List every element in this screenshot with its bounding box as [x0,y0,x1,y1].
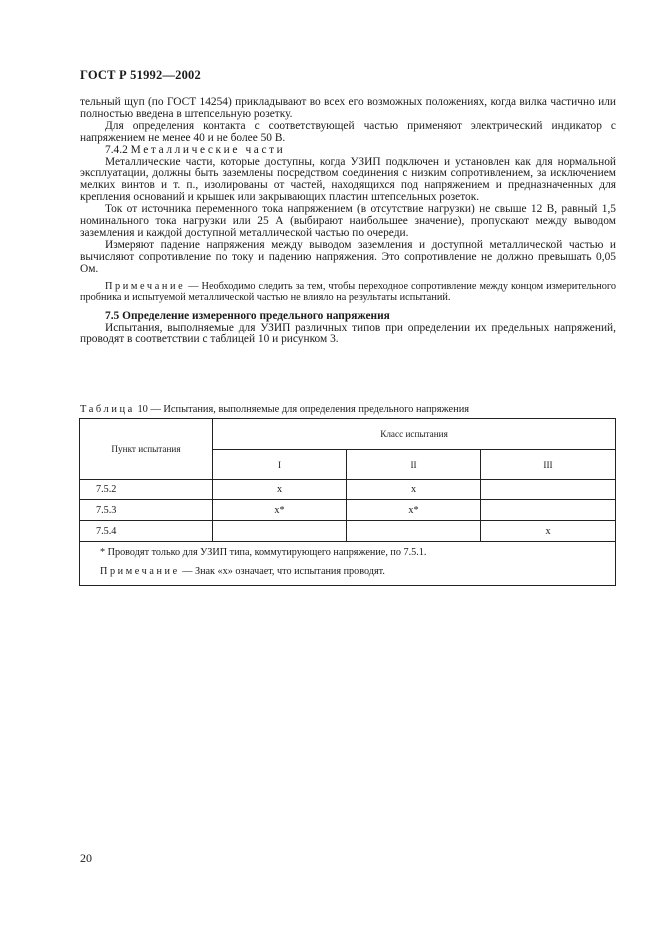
header-test-item: Пункт испытания [80,419,213,480]
table-note-text: — Знак «х» означает, что испытания проводят. [179,566,385,577]
paragraph-probe: тельный щуп (по ГОСТ 14254) прикладывают во всех его возможных положениях, когда вилка частично или полностью введена в штепсельную розетку. [80,96,616,120]
body-text [80,97,616,346]
row-class-1: x [213,480,347,500]
table-note-label: Примечание [100,566,180,577]
paragraph-voltage-drop: Измеряют падение напряжения между выводом заземления и доступной металлической частью и вычисляют сопротивление по току и падению напряжения. Это сопротивление не должно превышать 0,05 Ом. [80,238,616,275]
table-row [80,500,616,521]
test-table [79,418,616,586]
section-number: 7.4.2 [105,143,128,156]
row-class-1 [213,521,347,542]
note [80,281,616,304]
row-class-2 [347,521,481,542]
table-row [80,480,616,500]
note-label: Примечание [105,280,186,292]
table-caption-text: 10 — Испытания, выполняемые для определения предельного напряжения [134,404,470,415]
table-caption-label: Таблица [80,404,135,415]
table-caption [80,404,469,415]
header-test-class: Класс испытания [213,419,616,450]
paragraph-metal-parts: Металлические части, которые доступны, когда УЗИП подключен и установлен как для нормальной эксплуатации, должны быть заземлены посредством соединения с низким сопротивлением, за исключением мелких винтов и т. п., изолированы от частей, находящихся под напряжением и предназначенных для крепления оснований и крышек или закрывающих пластин штепсельных розеток. [80,155,616,204]
row-class-3 [481,480,616,500]
section-7-5-heading: 7.5 Определение измеренного предельного напряжения [105,309,390,322]
paragraph-tests: Испытания, выполняемые для УЗИП различных типов при определении их предельных напряжений, проводят в соответствии с таблицей 10 и рисунком 3. [80,321,616,346]
row-item: 7.5.3 [80,500,213,521]
row-item: 7.5.4 [80,521,213,542]
row-class-2: x [347,480,481,500]
header-class-3: III [481,450,616,480]
row-class-2: x* [347,500,481,521]
footnote-text: * Проводят только для УЗИП типа, коммутирующего напряжение, по 7.5.1. [100,547,427,558]
page-number: 20 [80,851,92,865]
paragraph-indicator: Для определения контакта с соответствующей частью применяют электрический индикатор с напряжением не менее 40 и не более 50 В. [80,119,616,144]
row-item: 7.5.2 [80,480,213,500]
row-class-1: x* [213,500,347,521]
table-footnote [80,542,616,586]
section-7-4-2-heading [80,145,616,157]
section-title: Металлические части [130,143,286,156]
document-header: ГОСТ Р 51992—2002 [80,68,201,82]
note-text: — Необходимо следить за тем, чтобы переходное сопротивление между концом измерительного пробника и испытуемой металлической частью не влияло на результаты испытаний. [80,280,616,304]
header-class-2: II [347,450,481,480]
row-class-3 [481,500,616,521]
table-note [100,565,615,585]
paragraph-current-source: Ток от источника переменного тока напряжением (в отсутствие нагрузки) не свыше 12 В, равный 1,5 номинального тока нагрузки или 25 А (выбирают наибольшее значение), пропускают между выводом заземления и каждой доступной металлической частью по очереди. [80,203,616,239]
row-class-3: x [481,521,616,542]
table-row [80,521,616,542]
header-class-1: I [213,450,347,480]
